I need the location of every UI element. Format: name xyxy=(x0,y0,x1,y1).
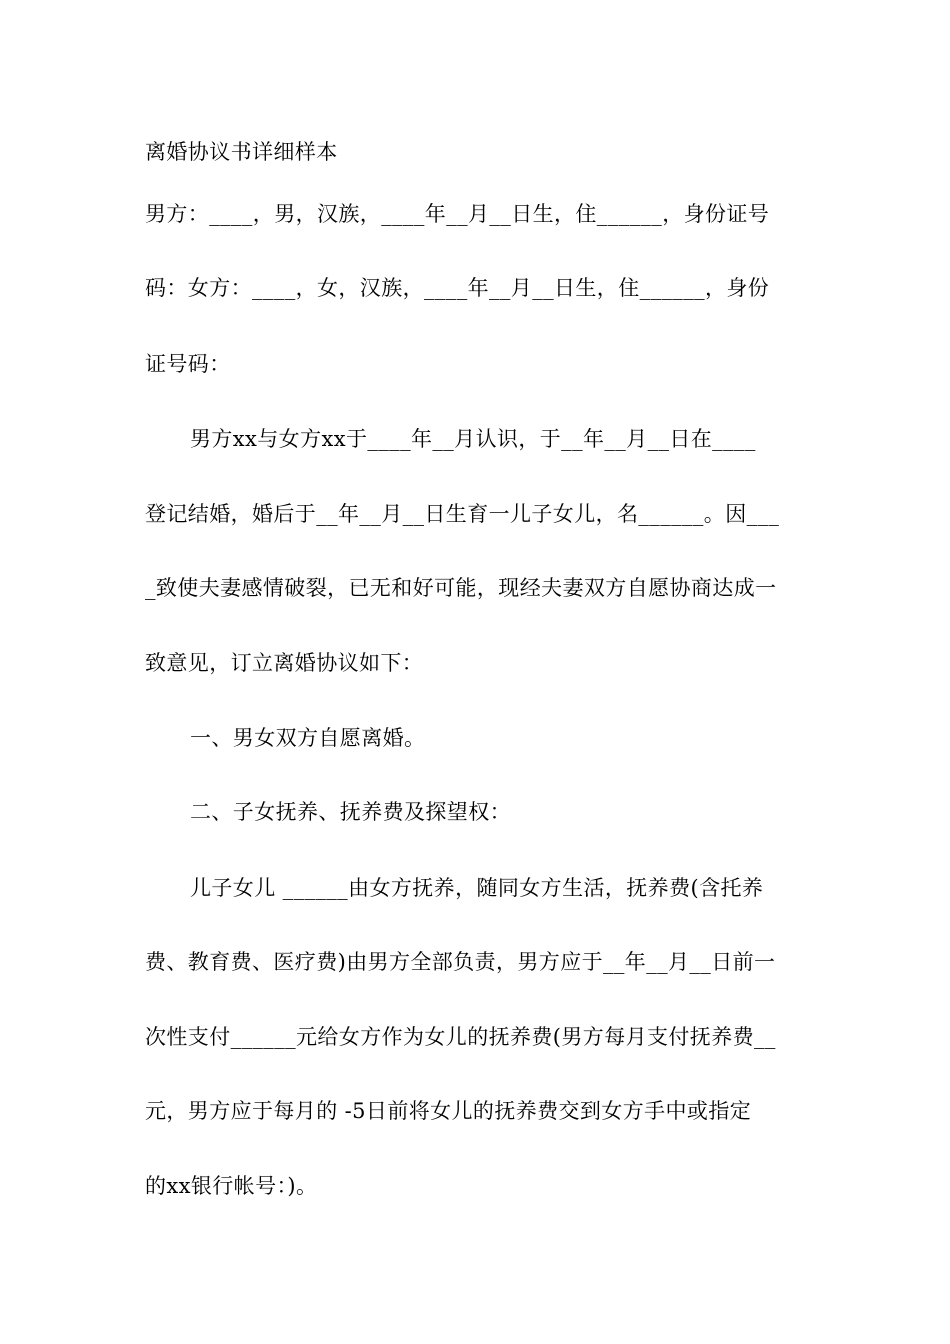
body-line: 致意见，订立离婚协议如下： xyxy=(145,651,424,675)
body-line: 元，男方应于每月的 -5日前将女儿的抚养费交到女方手中或指定 xyxy=(145,1099,752,1123)
body-line: 登记结婚，婚后于__年__月__日生育一儿子女儿，名______。因___ xyxy=(145,502,780,526)
body-line: 证号码： xyxy=(145,352,231,376)
clause-heading-2: 二、子女抚养、抚养费及探望权： xyxy=(190,800,511,824)
body-line: 男方：____，男，汉族，____年__月__日生，住______，身份证号 xyxy=(145,202,770,226)
paragraph-start-line: 男方xx与女方xx于____年__月认识，于__年__月__日在____ xyxy=(190,427,756,451)
body-line: 码：女方：____，女，汉族，____年__月__日生，住______，身份 xyxy=(145,276,770,300)
document-title: 离婚协议书详细样本 xyxy=(145,140,338,164)
body-line: 的xx银行帐号：)。 xyxy=(145,1174,318,1198)
body-line: _致使夫妻感情破裂，已无和好可能，现经夫妻双方自愿协商达成一 xyxy=(145,576,777,600)
body-line: 费、教育费、医疗费)由男方全部负责，男方应于__年__月__日前一 xyxy=(145,950,776,974)
body-line: 次性支付______元给女方作为女儿的抚养费(男方每月支付抚养费__ xyxy=(145,1025,776,1049)
clause-heading-1: 一、男女双方自愿离婚。 xyxy=(190,726,426,750)
paragraph-start-line: 儿子女儿 ______由女方抚养，随同女方生活，抚养费(含托养 xyxy=(190,876,764,900)
